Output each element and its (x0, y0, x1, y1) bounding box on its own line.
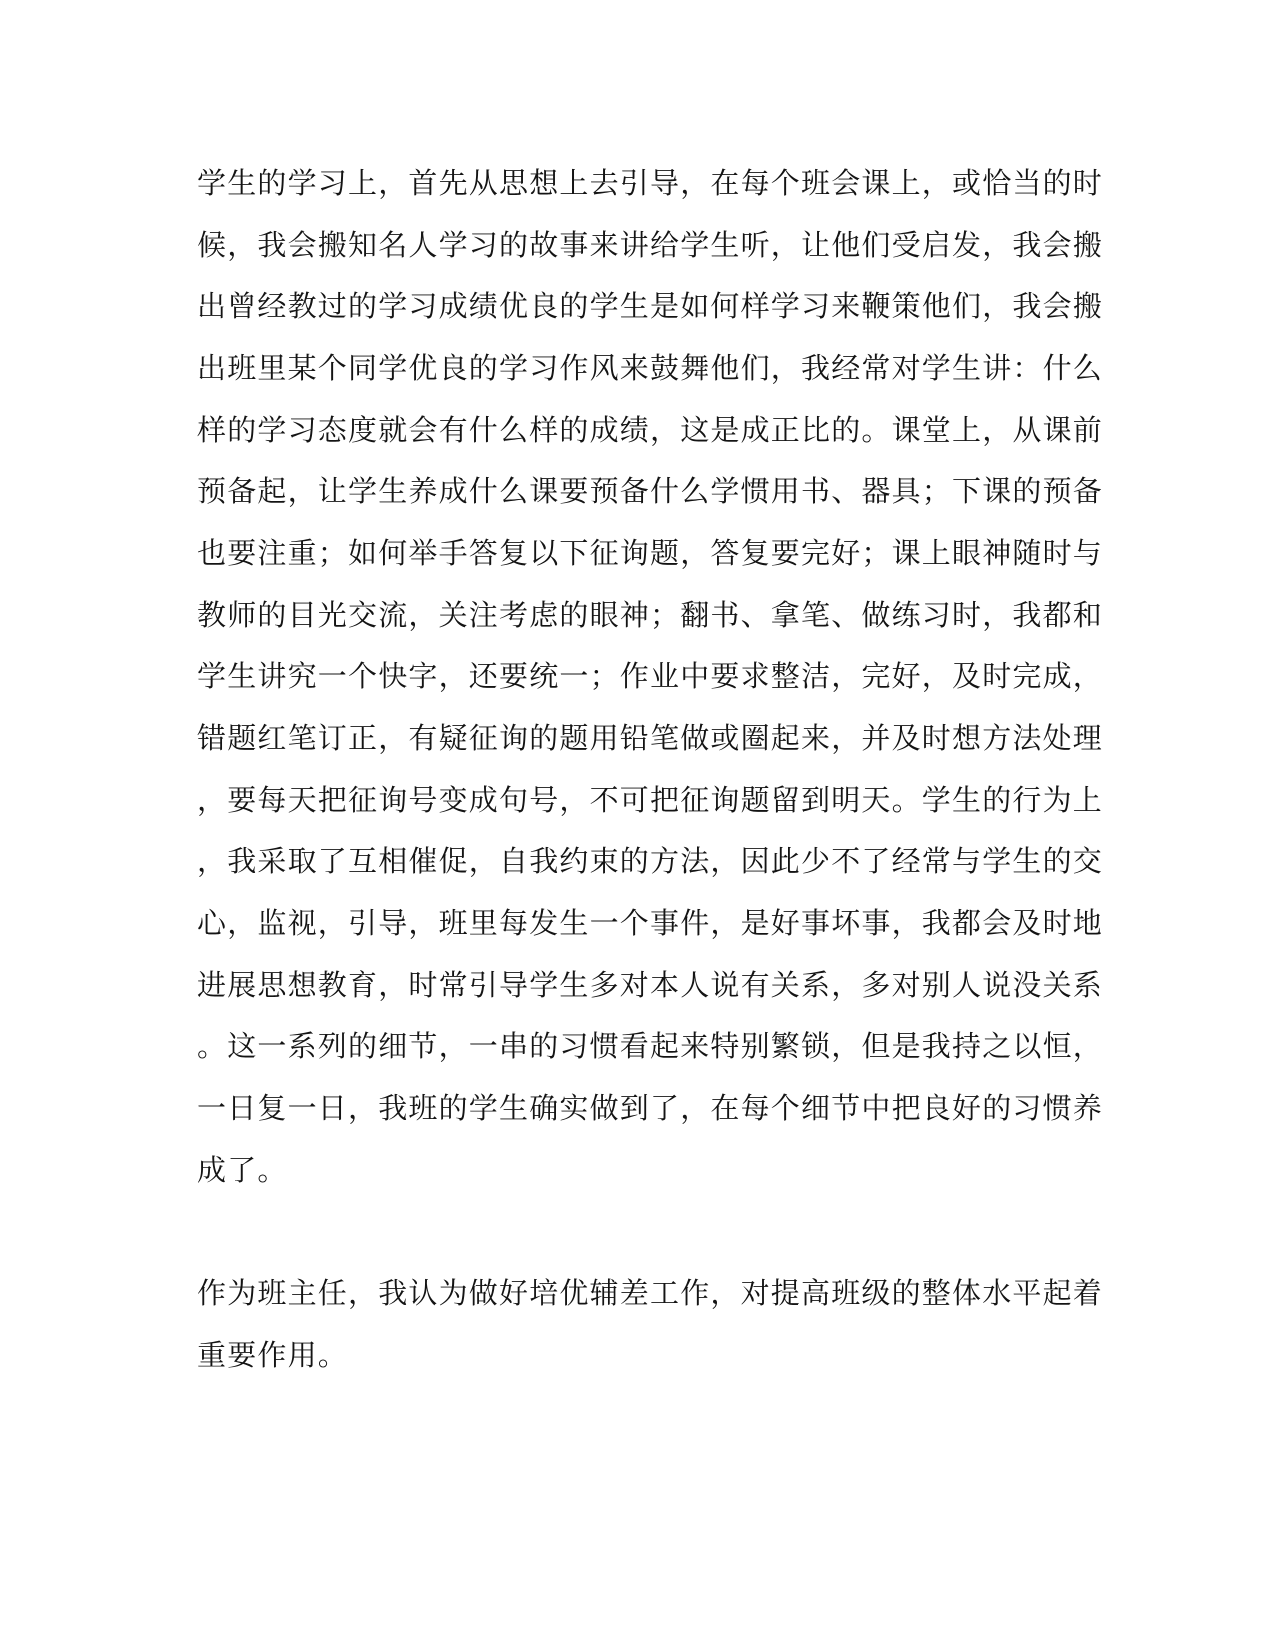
paragraph-1-line: 预备起，让学生养成什么课要预备什么学惯用书、器具；下课的预备 (197, 474, 1104, 508)
paragraph-1-line: 。这一系列的细节，一串的习惯看起来特别繁锁，但是我持之以恒， (197, 1029, 1104, 1063)
paragraph-1-line: 也要注重；如何举手答复以下征询题，答复要完好；课上眼神随时与 (197, 536, 1104, 570)
paragraph-1-line: 教师的目光交流，关注考虑的眼神；翻书、拿笔、做练习时，我都和 (197, 598, 1104, 632)
paragraph-2-line: 重要作用。 (197, 1338, 349, 1372)
paragraph-1-line: 进展思想教育，时常引导学生多对本人说有关系，多对别人说没关系 (197, 968, 1104, 1002)
paragraph-1-line: ，我采取了互相催促，自我约束的方法，因此少不了经常与学生的交 (197, 844, 1104, 878)
paragraph-1-line: 学生讲究一个快字，还要统一；作业中要求整洁，完好，及时完成， (197, 659, 1104, 693)
paragraph-1-line: 学生的学习上，首先从思想上去引导，在每个班会课上，或恰当的时 (197, 166, 1104, 200)
paragraph-1-line: 成了。 (197, 1153, 288, 1187)
paragraph-1-line: 一日复一日，我班的学生确实做到了，在每个细节中把良好的习惯养 (197, 1091, 1104, 1125)
paragraph-1-line: 样的学习态度就会有什么样的成绩，这是成正比的。课堂上，从课前 (197, 413, 1104, 447)
paragraph-1-line: 出班里某个同学优良的学习作风来鼓舞他们，我经常对学生讲：什么 (197, 351, 1104, 385)
paragraph-1-line: ，要每天把征询号变成句号，不可把征询题留到明天。学生的行为上 (197, 783, 1104, 817)
paragraph-2-line: 作为班主任，我认为做好培优辅差工作，对提高班级的整体水平起着 (197, 1276, 1104, 1310)
paragraph-1-line: 候，我会搬知名人学习的故事来讲给学生听，让他们受启发，我会搬 (197, 228, 1104, 262)
paragraph-1-line: 出曾经教过的学习成绩优良的学生是如何样学习来鞭策他们，我会搬 (197, 289, 1104, 323)
paragraph-1-line: 心，监视，引导，班里每发生一个事件，是好事坏事，我都会及时地 (197, 906, 1104, 940)
paragraph-1-line: 错题红笔订正，有疑征询的题用铅笔做或圈起来，并及时想方法处理 (197, 721, 1104, 755)
